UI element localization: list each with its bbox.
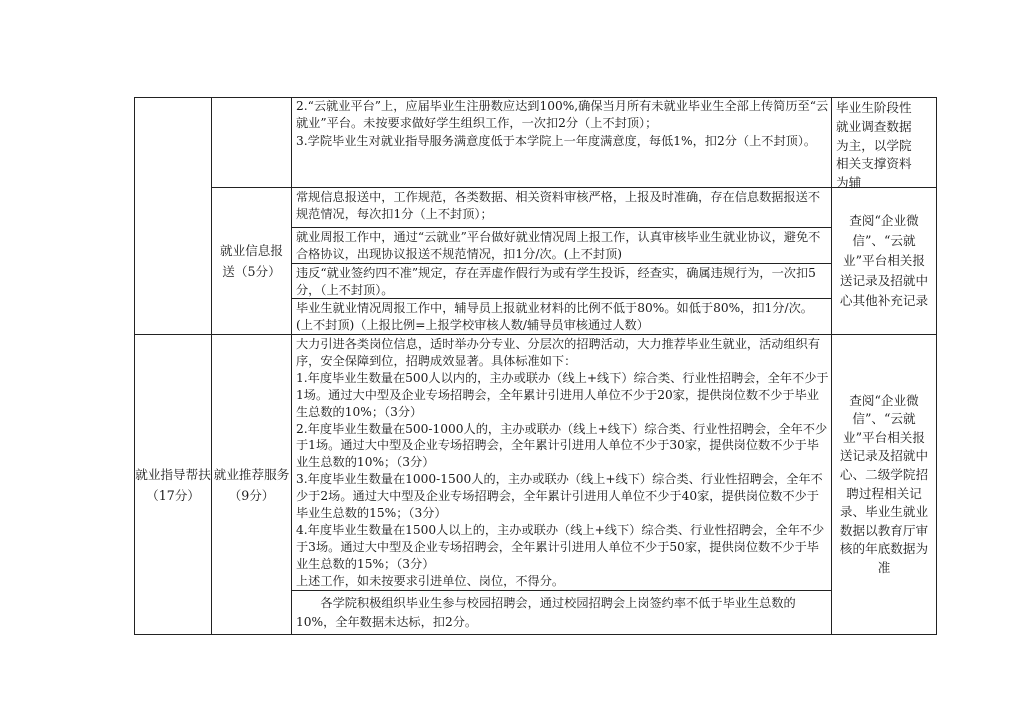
row-divider-2a — [291, 227, 831, 228]
table-border-bottom — [134, 634, 937, 635]
criteria-text-info-report-3: 违反“就业签约四不准”规定，存在弄虚作假行为或有学生投诉，经查实，确属违规行为，一次扣5分，（上不封顶）。 — [296, 266, 816, 298]
col-divider-2 — [291, 97, 292, 635]
category-label-guidance: 就业指导帮扶 （17分） — [135, 466, 211, 503]
method-cell-info-report: 查阅“企业微信”、“云就业”平台相关报送记录及招就中心其他补充记录 — [839, 213, 929, 308]
method-cell-row1: 毕业生阶段性就业调查数据为主，以学院相关支撑资料为辅 — [836, 100, 912, 191]
item-label-recommend-service: 就业推荐服务 （9分） — [213, 466, 290, 503]
row-divider-3a — [291, 590, 831, 591]
method-cell-recommend-service: 查阅“企业微信”、“云就业”平台相关报送记录及招就中心、二级学院招聘过程相关记录、毕业生就业数据以教育厅审核的年底数据为准 — [839, 392, 929, 575]
criteria-text-info-report-1: 常规信息报送中，工作规范，各类数据、相关资料审核严格，上报及时准确，存在信息数据报送不规范情况，每次扣1分（上不封顶）； — [296, 190, 821, 222]
table-border-right — [936, 97, 937, 635]
criteria-text-campus-recruit: 各学院积极组织毕业生参与校园招聘会，通过校园招聘会上岗签约率不低于毕业生总数的10%，全年数据未达标，扣2分。 — [296, 596, 796, 629]
row-divider-1 — [211, 187, 937, 188]
criteria-text-info-report-2: 就业周报工作中，通过“云就业”平台做好就业情况周上报工作，认真审核毕业生就业协议，避免不合格协议，出现协议报送不规范情况，扣1分/次。(上不封顶) — [296, 230, 821, 262]
criteria-text-recommend-service: 大力引进各类岗位信息，适时举办分专业、分层次的招聘活动，大力推荐毕业生就业，活动组织有序，安全保障到位，招聘成效显著。具体标准如下： 1.年度毕业生数量在500人以内的，主办或联办（线上+线下）综合类、行业性招聘会，全年不少于1场。通过大中型及企业专场招聘会，全年累计引进用人单位不少于20家，提供岗位数不少于毕业生总数的10%；（3分） 2.年度毕业生数量在500-1000人的，主办或联办（线上+线下）综合类、行业性招聘会，全年不少于1场。通过大中型及企业专场招聘会，全年累计引进用人单位不少于30家，提供岗位数不少于毕业生总数的10%；（3分） 3.年度毕业生数量在1000-1500人的，主办或联办（线上+线下）综合类、行业性招聘会，全年不少于2场。通过大中型及企业专场招聘会，全年累计引进用人单位不少于40家，提供岗位数不少于毕业生总数的15%；（3分） 4.年度毕业生数量在1500人以上的，主办或联办（线上+线下）综合类、行业性招聘会，全年不少于3场。通过大中型及企业专场招聘会，全年累计引进用人单位不少于50家，提供岗位数不少于毕业生总数的15%；（3分） 上述工作，如未按要求引进单位、岗位，不得分。 — [296, 337, 829, 588]
criteria-text-row1: 2.“云就业平台”上，应届毕业生注册数应达到100%,确保当月所有未就业毕业生全部上传简历至“云就业”平台。未按要求做好学生组织工作，一次扣2分（上不封顶）； 3.学院毕业生对就业指导服务满意度低于本学院上一年度满意度，每低1%，扣2分（上不封顶）。 — [296, 99, 829, 148]
item-label-info-report: 就业信息报送（5分） — [220, 243, 283, 279]
criteria-text-info-report-4: 毕业生就业情况周报工作中，辅导员上报就业材料的比例不低于80%。如低于80%，扣1分/次。(上不封顶)（上报比例=上报学校审核人数/辅导员审核通过人数） — [296, 301, 813, 333]
